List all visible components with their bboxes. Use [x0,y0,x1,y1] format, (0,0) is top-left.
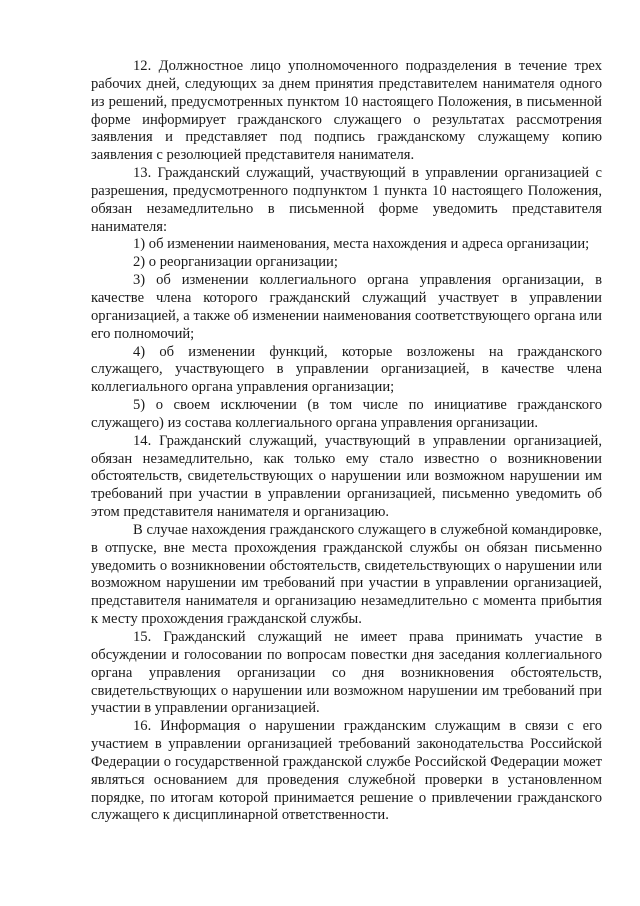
subitem-3: 3) об изменении коллегиального органа управления организации, в качестве члена которого гражданский служащий участвует в управлении организацией, а также об изменении наименования соответствующего органа или его полномочий; [91,272,602,342]
paragraph-item-12: 12. Должностное лицо уполномоченного подразделения в течение трех рабочих дней, следующих за днем принятия представителем нанимателя одного из решений, предусмотренных пунктом 10 настоящего Положения, в письменной форме информирует гражданского служащего о результатах рассмотрения заявления и представляет под подпись гражданскому служащему копию заявления с резолюцией представителя нанимателя. [91,58,602,164]
subitem-4: 4) об изменении функций, которые возложены на гражданского служащего, участвующего в управлении организацией, в качестве члена коллегиального органа управления организации; [91,343,602,396]
subitem-2: 2) о реорганизации организации; [133,254,338,271]
document-page [91,58,602,825]
subitem-1: 1) об изменении наименования, места нахождения и адреса организации; [133,236,590,253]
subitem-5: 5) о своем исключении (в том числе по инициативе гражданского служащего) из состава коллегиального органа управления организации. [91,397,602,431]
paragraph-item-16: 16. Информация о нарушении гражданским служащим в связи с его участием в управлении организацией требований законодательства Российской Федерации о государственной гражданской службе Российской Федерации может являться основанием для проведения служебной проверки в установленном порядке, по итогам которой принимается решение о привлечении гражданского служащего к дисциплинарной ответственности. [91,718,602,824]
paragraph-item-15: 15. Гражданский служащий не имеет права принимать участие в обсуждении и голосовании по вопросам повестки дня заседания коллегиального органа управления организации со дня возникновения обстоятельств, свидетельствующих о нарушении или возможном нарушении им требований при участии в управлении организацией. [91,629,602,717]
paragraph-item-14-continuation: В случае нахождения гражданского служащего в служебной командировке, в отпуске, вне места прохождения гражданской службы он обязан письменно уведомить о возникновении обстоятельств, свидетельствующих о нарушении или возможном нарушении им требований при участии в управлении организацией, представителя нанимателя и организацию незамедлительно с момента прибытия к месту прохождения гражданской службы. [91,521,602,628]
paragraph-item-14: 14. Гражданский служащий, участвующий в управлении организацией, обязан незамедлительно, как только ему стало известно о возникновении обстоятельств, свидетельствующих о нарушении или возможном нарушении им требований при участии в управлении организацией, письменно уведомить об этом представителя нанимателя и организацию. [91,432,602,521]
paragraph-item-13: 13. Гражданский служащий, участвующий в управлении организацией с разрешения, предусмотренного подпунктом 1 пункта 10 настоящего Положения, обязан незамедлительно в письменной форме уведомить представителя нанимателя: [91,165,602,235]
